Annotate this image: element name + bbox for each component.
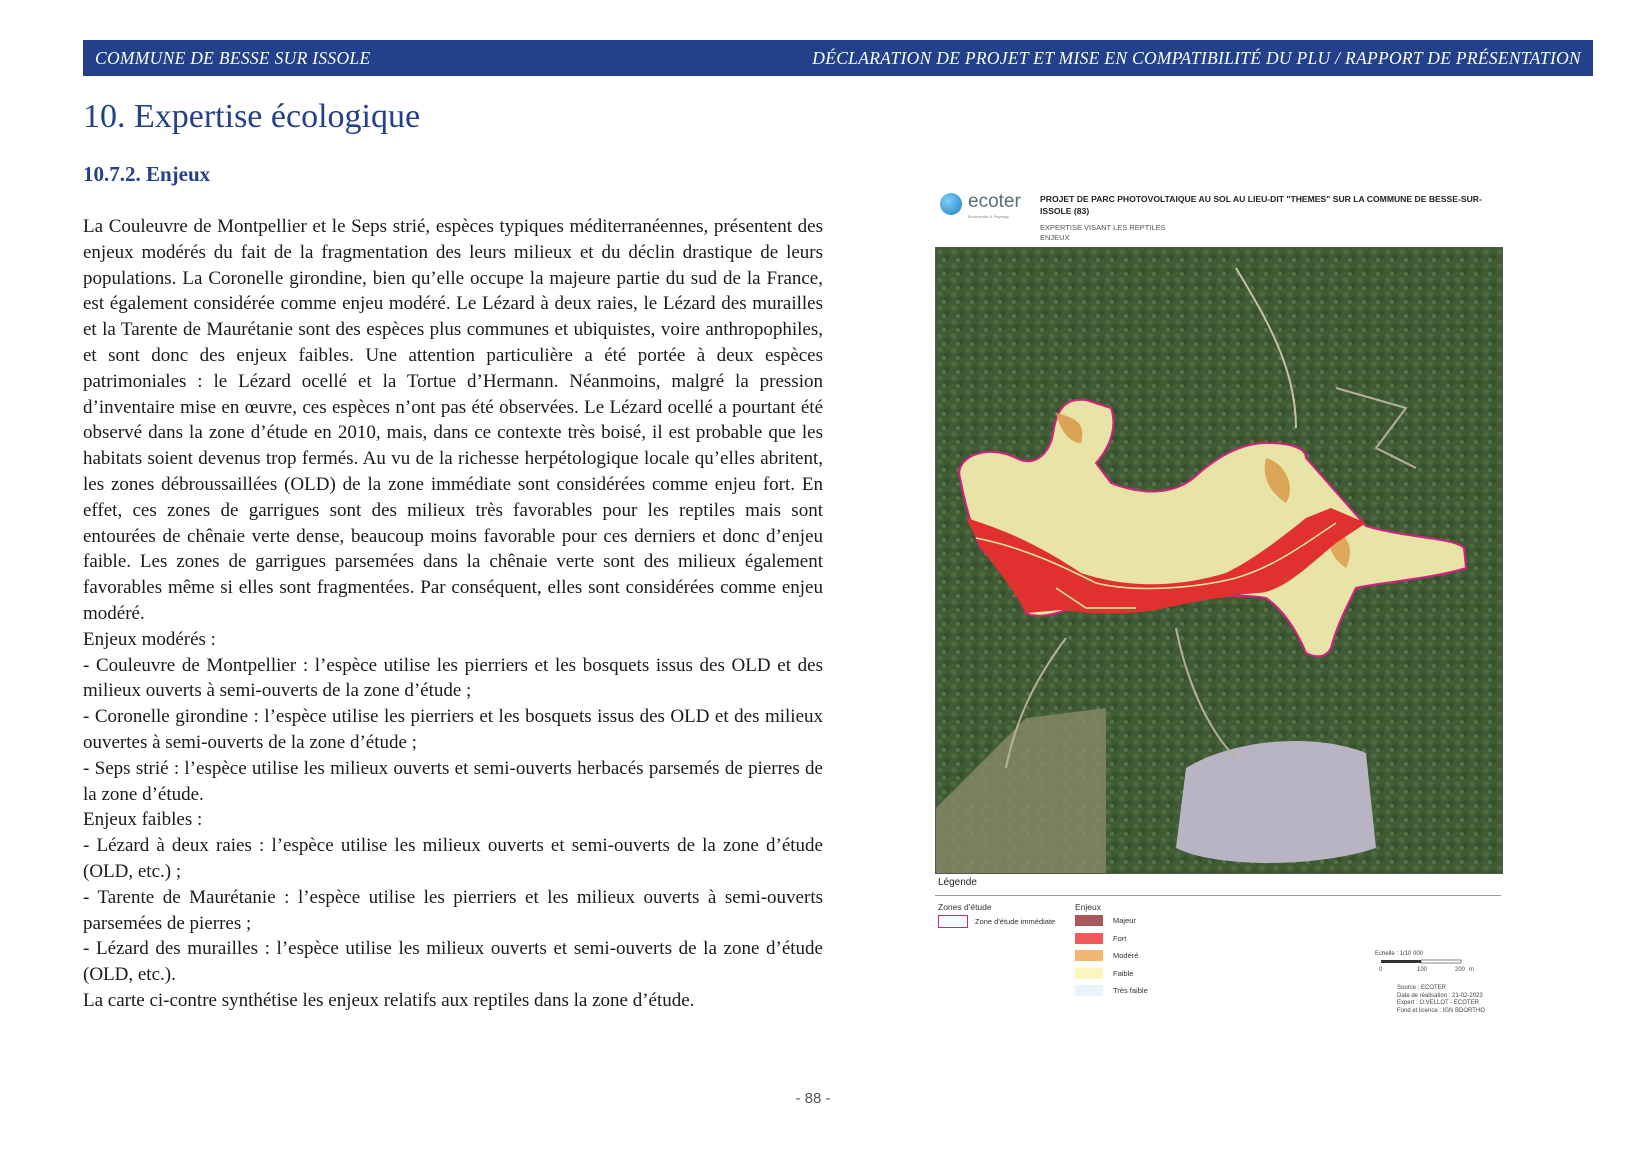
legend-zone-item: Zone d'étude immédiate <box>975 917 1056 926</box>
text-line: - Couleuvre de Montpellier : l’espèce utilise les pierriers et les bosquets issus des OLD et des milieux ouverts à semi-ouverts de la zone d’étude ; <box>83 654 823 702</box>
map-subtitle <box>1040 223 1166 243</box>
ecoter-logo <box>940 193 1030 223</box>
legend-swatch <box>1075 985 1103 996</box>
legend-swatch <box>1075 915 1103 926</box>
source-line: Source : ECOTER <box>1397 985 1447 991</box>
scale-tick: 100 <box>1417 967 1428 973</box>
legend-title: Légende <box>938 877 977 888</box>
subsection-title: 10.7.2. Enjeux <box>83 162 211 186</box>
scale-tick: m <box>1469 967 1474 973</box>
scale-bar <box>1375 958 1475 976</box>
text-line: Enjeux faibles : <box>83 809 203 831</box>
map-title: PROJET DE PARC PHOTOVOLTAIQUE AU SOL AU LIEU-DIT "THEMES" SUR LA COMMUNE DE BESSE-SUR-ISSOLE (83) <box>1040 194 1482 216</box>
legend-swatch <box>1075 933 1103 944</box>
legend-label: Très faible <box>1113 986 1148 995</box>
legend-label: Faible <box>1113 968 1134 978</box>
map-svg <box>936 248 1502 873</box>
map-subtitle-line: ENJEUX <box>1040 233 1070 242</box>
solar-field <box>1176 741 1376 863</box>
page-number: - 88 - <box>795 1090 831 1107</box>
logo-text: ecoter <box>968 191 1021 212</box>
map-source <box>1397 985 1485 1015</box>
page-header <box>83 40 1593 76</box>
header-commune: COMMUNE DE BESSE SUR ISSOLE <box>95 48 371 68</box>
scale-tick: 200 <box>1455 967 1466 973</box>
header-document-title: DÉCLARATION DE PROJET ET MISE EN COMPATIBILITÉ DU PLU / RAPPORT DE PRÉSENTATION <box>812 48 1581 68</box>
zone-swatch <box>938 915 968 928</box>
scale-tick: 0 <box>1379 967 1383 973</box>
legend-divider <box>935 895 1501 896</box>
text-line: - Coronelle girondine : l’espèce utilise les pierriers et les bosquets issus des OLD et des milieux ouvertes à semi-ouverts de la zone d’étude ; <box>83 706 823 753</box>
legend-label: Majeur <box>1113 916 1136 925</box>
legend-label: Fort <box>1113 933 1127 943</box>
scale-label: Echelle : 1/10 000 <box>1375 951 1424 957</box>
legend-zones-heading: Zones d'étude <box>938 902 992 912</box>
aerial-map <box>935 247 1503 874</box>
map-figure <box>935 185 1505 1015</box>
body-text <box>83 214 823 1014</box>
map-subtitle-line: EXPERTISE VISANT LES REPTILES <box>1040 223 1166 232</box>
text-line: - Lézard des murailles : l’espèce utilise les milieux ouverts et semi-ouverts de la zone d’étude (OLD, etc.). <box>83 938 823 986</box>
text-line: - Seps strié : l’espèce utilise les milieux ouverts et semi-ouverts herbacés parsemés de pierres de la zone d’étude. <box>83 757 823 805</box>
text-line: Enjeux modérés : <box>83 628 216 650</box>
source-line: Expert : O.VELLOT - ECOTER <box>1397 1000 1479 1006</box>
logo-subtext: Biodiversité & Paysage <box>968 214 1010 219</box>
text-line: - Tarente de Maurétanie : l’espèce utilise les pierriers et les milieux ouverts à semi-ouverts parsemées de pierres ; <box>83 886 823 934</box>
logo-circle-icon <box>940 193 962 215</box>
legend-label: Modéré <box>1113 951 1139 960</box>
legend-swatch <box>1075 950 1103 961</box>
text-line: La carte ci-contre synthétise les enjeux relatifs aux reptiles dans la zone d’étude. <box>83 989 695 1011</box>
legend-enjeux-heading: Enjeux <box>1075 902 1101 912</box>
main-paragraph: La Couleuvre de Montpellier et le Seps strié, espèces typiques méditerranéennes, présentent des enjeux modérés du fait de la fragmentation des leurs milieux et du déclin drastique de leurs populations. La Coronelle girondine, bien qu’elle occupe la majeure partie du sud de la France, est également considérée comme enjeu modéré. Le Lézard à deux raies, le Lézard des murailles et la Tarente de Maurétanie sont des espèces plus communes et ubiquistes, voire anthropophiles, et sont donc des enjeux faibles. Une attention particulière a été portée à deux espèces patrimoniales : le Lézard ocellé et la Tortue d’Hermann. Néanmoins, malgré la pression d’inventaire mise en œuvre, ces espèces n’ont pas été observées. Le Lézard ocellé a pourtant été observé dans la zone d’étude en 2010, mais, dans ce contexte très boisé, il est probable que les habitats soient devenus trop fermés. Au vu de la richesse herpétologique locale qu’elles abritent, les zones débroussaillées (OLD) de la zone immédiate sont considérées comme enjeu fort. En effet, ces zones de garrigues sont des milieux très favorables pour les reptiles mais sont entourées de chênaie verte dense, beaucoup moins favorable pour ces derniers et donc d’enjeu faible. Les zones de garrigues parsemées dans la chênaie verte sont des milieux également favorables même si elles sont fragmentées. Par conséquent, elles sont considérées comme enjeu modéré. <box>83 216 823 624</box>
section-title: 10. Expertise écologique <box>83 98 421 135</box>
legend-swatch <box>1075 968 1103 979</box>
source-line: Date de réalisation : 21-02-2023 <box>1397 992 1483 999</box>
text-line: - Lézard à deux raies : l’espèce utilise les milieux ouverts et semi-ouverts de la zone d’étude (OLD, etc.) ; <box>83 835 823 882</box>
map-scale <box>1375 950 1475 979</box>
source-line: Fond et licence : IGN BDORTHO <box>1397 1007 1485 1014</box>
